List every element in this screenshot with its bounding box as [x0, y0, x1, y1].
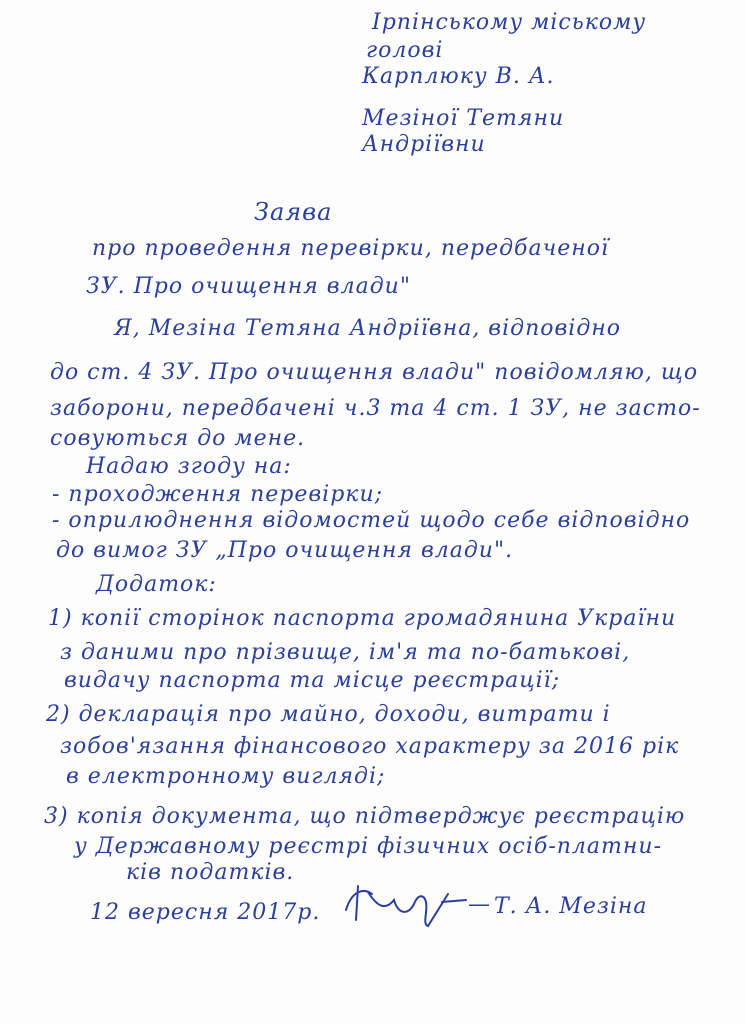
attachment-line: у Державному реєстрі фізичних осіб-платни-	[74, 834, 663, 859]
attachment-line: 3) копія документа, що підтверджує реєстрацію	[44, 804, 686, 829]
body-line: совуються до мене.	[50, 426, 306, 451]
attachment-line: 2) декларація про майно, доходи, витрати і	[46, 702, 611, 727]
attachment-line: зобов'язання фінансового характеру за 2016 рік	[60, 734, 680, 759]
body-line: Я, Мезіна Тетяна Андріївна, відповідно	[114, 316, 622, 341]
attachment-line: ків податків.	[126, 860, 295, 885]
addressee-line-5: Андріївни	[362, 132, 486, 157]
attachment-line: з даними про прізвище, ім'я та по-батькові,	[60, 640, 631, 665]
addressee-line-3: Карплюку В. А.	[362, 64, 555, 89]
consent-item: до вимог ЗУ „Про очищення влади".	[56, 538, 514, 563]
addressee-line-1: Ірпінському міському	[372, 10, 647, 35]
signature-dash: —	[468, 892, 491, 917]
attachment-line: видачу паспорта та місце реєстрації;	[64, 668, 561, 693]
attachment-line: 1) копії сторінок паспорта громадянина України	[48, 606, 677, 631]
consent-item: - проходження перевірки;	[52, 482, 384, 507]
subject-line-2: ЗУ. Про очищення влади"	[86, 274, 411, 299]
signature-graphic	[338, 880, 468, 930]
addressee-line-4: Мезіної Тетяни	[362, 106, 565, 131]
consent-item: - оприлюднення відомостей щодо себе відповідно	[52, 508, 691, 533]
date: 12 вересня 2017р.	[90, 900, 321, 925]
document-title: Заява	[254, 198, 333, 226]
addressee-line-2: голові	[366, 38, 444, 63]
signer-name: Т. А. Мезіна	[494, 894, 648, 919]
attachment-line: в електронному вигляді;	[66, 764, 386, 789]
handwritten-signature	[338, 880, 468, 930]
attachments-heading: Додаток:	[96, 572, 217, 597]
body-line: заборони, передбачені ч.3 та 4 ст. 1 ЗУ, не засто-	[50, 396, 701, 421]
consent-heading: Надаю згоду на:	[86, 454, 292, 479]
body-line: до ст. 4 ЗУ. Про очищення влади" повідомляю, що	[50, 360, 699, 385]
subject-line-1: про проведення перевірки, передбаченої	[92, 236, 610, 261]
